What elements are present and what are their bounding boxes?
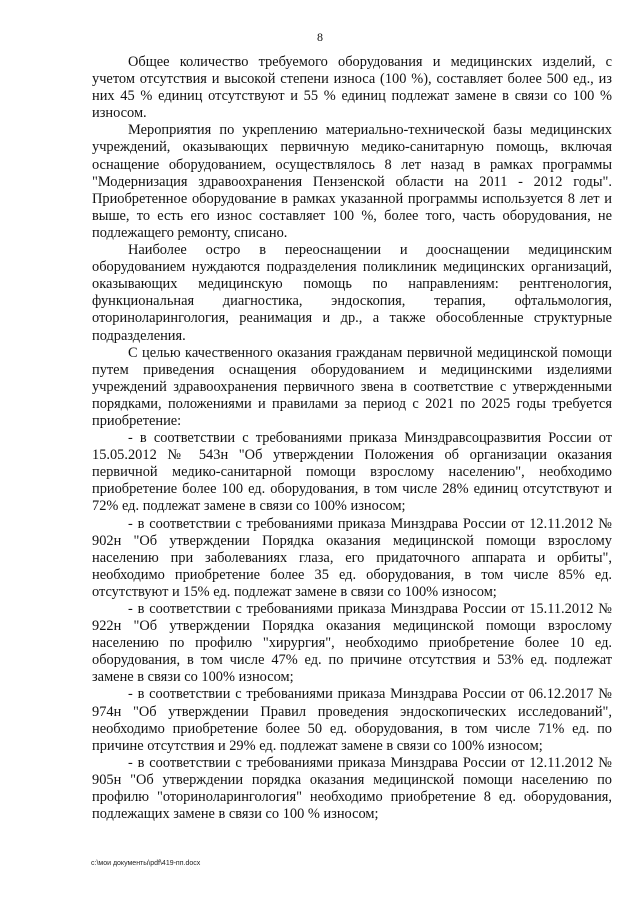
paragraph-equipment-total: Общее количество требуемого оборудования и медицинских изделий, с учетом отсутствия и высокой степени износа (100 %), составляет более 500 ед., из них 45 % единиц отсутствуют и 55 % единиц подлежат замене в связи со 100 % износом. [92, 54, 612, 122]
file-path-footer: c:\мои документы\pdf\419-пп.docx [91, 860, 201, 867]
list-item-order-922n: - в соответствии с требованиями приказа Минздрава России от 15.11.2012 № 922н "Об утверждении Порядка оказания медицинской помощи взрослому населению по профилю "хирургия", необходимо приобретение более 10 ед. оборудования, в том числе 47% ед. по причине отсутствия и 53% ед. подлежат замене в связи со 100% износом; [92, 601, 612, 686]
document-body [92, 54, 612, 823]
list-item-order-543n: - в соответствии с требованиями приказа Минздравсоцразвития России от 15.05.2012 № 543н "Об утверждении Положения об организации оказания первичной медико-санитарной помощи взрослому населению", необходимо приобретение более 100 ед. оборудования, в том числе 28% единиц отсутствуют и 72% ед. подлежат замене в связи со 100% износом; [92, 430, 612, 515]
paragraph-procurement-intro: С целью качественного оказания гражданам первичной медицинской помощи путем приведения оснащения оборудованием и медицинскими изделиями учреждений здравоохранения первичного звена в соответствие с утвержденными порядками, положениями и правилами за период с 2021 по 2025 годы требуется приобретение: [92, 344, 612, 429]
page-number: 8 [317, 30, 323, 44]
list-item-order-905n: - в соответствии с требованиями приказа Минздрава России от 12.11.2012 № 905н "Об утверждении порядка оказания медицинской помощи населению по профилю "оториноларингология" необходимо приобретение 8 ед. оборудования, подлежащих замене в связи со 100 % износом; [92, 754, 612, 823]
paragraph-priority-departments: Наиболее остро в переоснащении и дооснащении медицинским оборудованием нуждаются подразделения поликлиник медицинских организаций, оказывающих медицинскую помощь по направлениям: рентгенология, функциональная диагностика, эндоскопия, терапия, офтальмология, оториноларингология, реанимация и др., а также обособленные структурные подразделения. [92, 242, 612, 344]
list-item-order-902n: - в соответствии с требованиями приказа Минздрава России от 12.11.2012 № 902н "Об утверждении Порядка оказания медицинской помощи взрослому населению при заболеваниях глаза, его придаточного аппарата и орбиты", необходимо приобретение более 35 ед. оборудования, в том числе 85% ед. отсутствуют и 15% ед. подлежат замене в связи со 100% износом; [92, 515, 612, 600]
paragraph-modernization-program: Мероприятия по укреплению материально-технической базы медицинских учреждений, оказывающих первичную медико-санитарную помощь, включая оснащение оборудованием, осуществлялось 8 лет назад в рамках программы "Модернизация здравоохранения Пензенской области на 2011 - 2012 годы". Приобретенное оборудование в рамках указанной программы используется 8 лет и выше, то есть его износ составляет 100 %, более того, часть оборудования, не подлежащего ремонту, списано. [92, 122, 612, 241]
list-item-order-974n: - в соответствии с требованиями приказа Минздрава России от 06.12.2017 № 974н "Об утверждении Правил проведения эндоскопических исследований", необходимо приобретение более 50 ед. оборудования, в том числе 71% ед. по причине отсутствия и 29% ед. подлежат замене в связи со 100% износом; [92, 686, 612, 754]
